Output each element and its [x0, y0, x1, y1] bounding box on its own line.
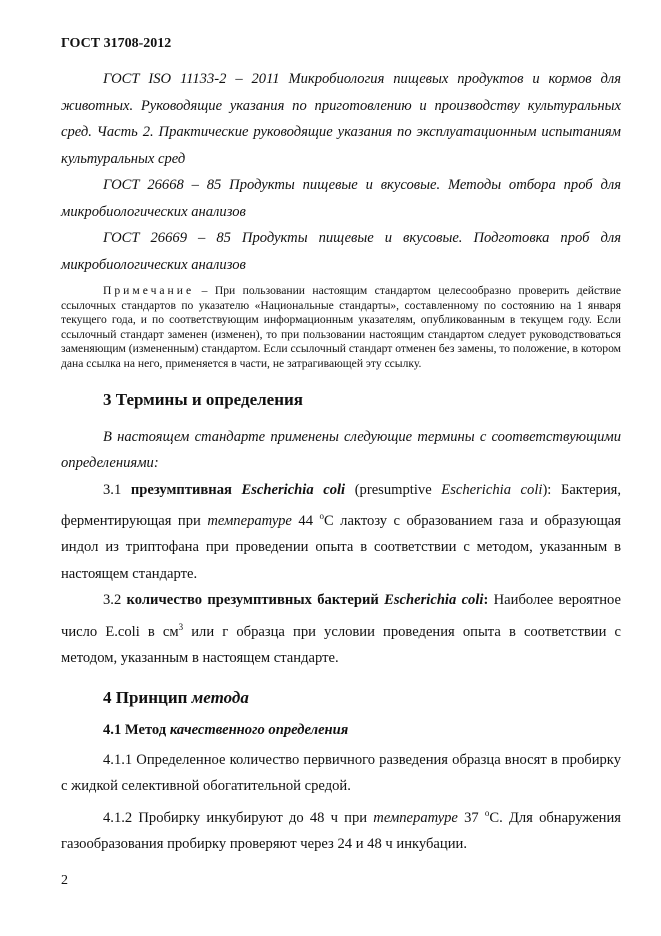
- reference-gost-iso-11133-2: ГОСТ ISO 11133-2 – 2011 Микробиология пищевых продуктов и кормов для животных. Руководящие указания по приготовлению и производству культуральных сред. Часть 2. Практические руководящие указания по эксплуатационным испытаниям культуральных сред: [61, 71, 621, 167]
- term-3-1-english-italic: Escherichia coli: [441, 481, 543, 498]
- document-header: ГОСТ 31708-2012: [61, 36, 172, 51]
- section-3-intro: В настоящем стандарте применены следующие термины с соответствующими определениями:: [61, 428, 621, 472]
- page-content: [61, 66, 621, 858]
- note-text: – При пользовании настоящим стандартом целесообразно проверить действие ссылочных стандартов по указателю «Национальные стандарты», составленному по состоянию на 1 января текущего года, и по соответствующим информационным указателям, опубликованным в текущем году. Если ссылочный стандарт заменен (изменен), то при пользовании настоящим стандартом следует руководствоваться заменяющим (измененным) стандартом. Если ссылочный стандарт отменен без замены, то положение, в котором дана ссылка на него, применяется в части, не затрагивающей эту ссылку.: [61, 284, 621, 370]
- reference-gost-26668: ГОСТ 26668 – 85 Продукты пищевые и вкусовые. Методы отбора проб для микробиологических анализов: [61, 177, 621, 220]
- term-3-1-number: 3.1: [103, 481, 122, 498]
- term-3-2-name: количество презумптивных бактерий Escherichia coli:: [126, 592, 489, 609]
- section-4-heading: 4 Принцип метода: [103, 687, 249, 707]
- reference-gost-26669: ГОСТ 26669 – 85 Продукты пищевые и вкусовые. Подготовка проб для микробиологических анализов: [61, 230, 621, 273]
- section-3-heading: 3 Термины и определения: [103, 389, 304, 409]
- clause-4-1-2: 4.1.2 Пробирку инкубируют до 48 ч при температуре 37 $^о$С. Для обнаружения газообразования пробирку проверяют через 24 и 48 ч инкубации.: [61, 807, 622, 853]
- note-label: Примечание: [103, 284, 195, 297]
- term-3-1: 3.1 презумптивная Escherichia coli (presumptive Escherichia coli): Бактерия, ферментирующая при температуре 44 $^о$С лактозу с образованием газа и образующая индол из триптофана при проведении опыта в соответствии с методом, указанным в настоящем стандарте.: [61, 481, 622, 582]
- note-paragraph: [61, 284, 621, 372]
- page-number: 2: [61, 873, 68, 888]
- clause-4-1-1: 4.1.1 Определенное количество первичного разведения образца вносят в пробирку с жидкой селективной обогатительной средой.: [61, 751, 621, 795]
- term-3-2-number: 3.2: [103, 592, 122, 609]
- subsection-4-1-heading: 4.1 Метод качественного определения: [103, 721, 349, 738]
- term-3-1-definition: Бактерия, ферментирующая при: [61, 481, 622, 529]
- term-3-1-english: (presumptive: [354, 481, 432, 498]
- term-3-2: 3.2 количество презумптивных бактерий Escherichia coli: Наиболее вероятное число E.coli в $см^3$ или г образца при условии проведения опыта в соответствии с методом, указанным в настоящем стандарте.: [61, 592, 621, 667]
- term-3-1-name: презумптивная Escherichia coli: [130, 481, 346, 498]
- term-3-2-definition: Наиболее вероятное число E.coli в см: [61, 592, 621, 640]
